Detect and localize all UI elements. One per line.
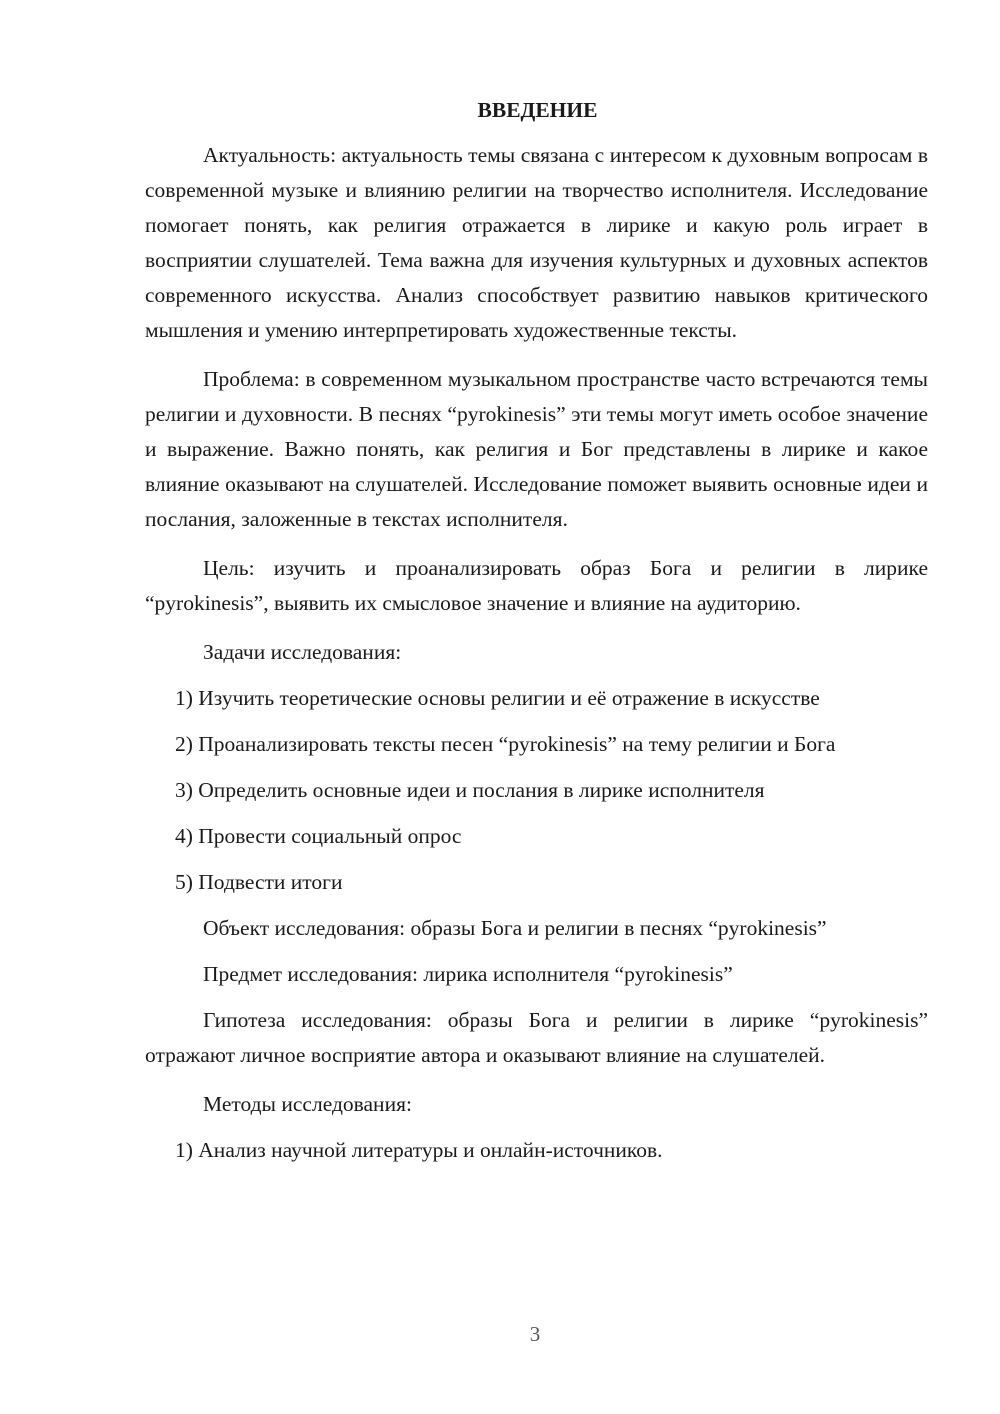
task-item: 4) Провести социальный опрос — [175, 824, 462, 848]
relevance-paragraph: Актуальность: актуальность темы связана с интересом к духовным вопросам в современной музыке и влиянию религии на творчество исполнителя. Исследование помогает понять, как религия отражается в лирике и какую роль играет в восприятии слушателей. Тема важна для изучения культурных и духовных аспектов современного искусства. Анализ способствует развитию навыков критического мышления и умению интерпретировать художественные тексты. — [145, 143, 928, 342]
task-item: 2) Проанализировать тексты песен “pyrokinesis” на тему религии и Бога — [175, 732, 836, 756]
methods-heading: Методы исследования: — [203, 1092, 412, 1116]
method-item: 1) Анализ научной литературы и онлайн-источников. — [175, 1138, 663, 1162]
problem-paragraph: Проблема: в современном музыкальном пространстве часто встречаются темы религии и духовности. В песнях “pyrokinesis” эти темы могут иметь особое значение и выражение. Важно понять, как религия и Бог представлены в лирике и какое влияние оказывают на слушателей. Исследование поможет выявить основные идеи и послания, заложенные в текстах исполнителя. — [145, 367, 928, 531]
document-body — [145, 95, 928, 1179]
tasks-heading: Задачи исследования: — [203, 640, 402, 664]
hypothesis-paragraph: Гипотеза исследования: образы Бога и религии в лирике “pyrokinesis” отражают личное восприятие автора и оказывают влияние на слушателей. — [145, 1008, 928, 1067]
task-item: 1) Изучить теоретические основы религии и её отражение в искусстве — [175, 686, 820, 710]
task-item: 3) Определить основные идеи и послания в лирике исполнителя — [175, 778, 765, 802]
section-title: ВВЕДЕНИЕ — [477, 98, 598, 122]
page-number: 3 — [529, 1322, 541, 1346]
task-item: 5) Подвести итоги — [175, 870, 343, 894]
object-paragraph: Объект исследования: образы Бога и религии в песнях “pyrokinesis” — [203, 916, 827, 940]
subject-paragraph: Предмет исследования: лирика исполнителя “pyrokinesis” — [203, 962, 733, 986]
goal-paragraph: Цель: изучить и проанализировать образ Бога и религии в лирике “pyrokinesis”, выявить их смысловое значение и влияние на аудиторию. — [145, 556, 928, 615]
